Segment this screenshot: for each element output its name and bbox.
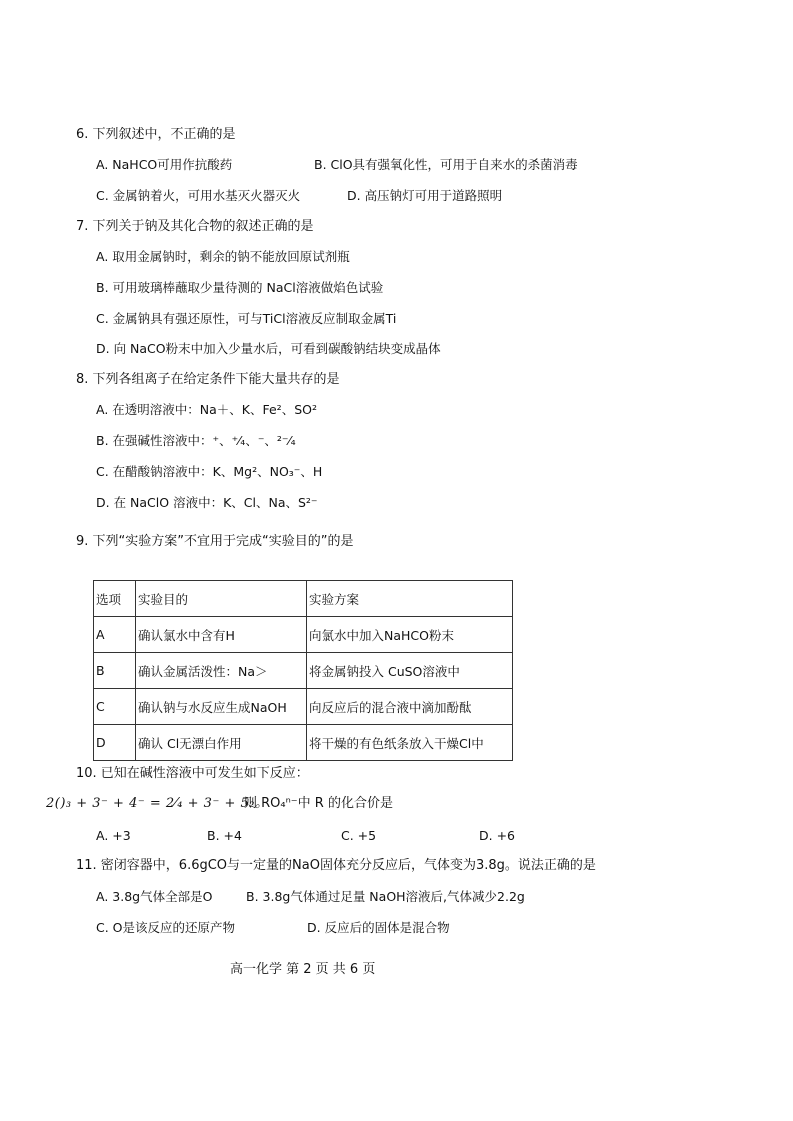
table-cell: D <box>94 725 136 761</box>
table-cell: A <box>94 617 136 653</box>
question-8-stem: 8. 下列各组离子在给定条件下能大量共存的是 <box>76 372 340 387</box>
question-8-option-c: C. 在醋酸钠溶液中：K、Mg²、NO₃⁻、H <box>96 464 323 479</box>
page-footer: 高一化学 第 2 页 共 6 页 <box>230 962 376 977</box>
question-10-prompt: 则 RO₄ⁿ⁻中 R 的化合价是 <box>244 796 393 811</box>
question-9-stem: 9. 下列“实验方案”不宜用于完成“实验目的”的是 <box>76 534 354 549</box>
question-8-option-a: A. 在透明溶液中：Na＋、K、Fe²、SO² <box>96 402 317 417</box>
table-row <box>94 617 513 653</box>
question-6-option-b: B. ClO具有强氧化性，可用于自来水的杀菌消毒 <box>314 157 578 172</box>
experiment-table <box>93 580 513 761</box>
question-11-option-c: C. O是该反应的还原产物 <box>96 920 236 935</box>
question-10-stem: 10. 已知在碱性溶液中可发生如下反应： <box>76 766 309 781</box>
question-8-option-d: D. 在 NaClO 溶液中：K、Cl、Na、S²⁻ <box>96 495 318 510</box>
table-row <box>94 689 513 725</box>
question-11-option-a: A. 3.8g气体全部是O <box>96 889 213 904</box>
question-6-option-d: D. 高压钠灯可用于道路照明 <box>347 188 503 203</box>
table-row <box>94 653 513 689</box>
question-6-stem: 6. 下列叙述中，不正确的是 <box>76 127 236 142</box>
question-6-option-c: C. 金属钠着火，可用水基灭火器灭火 <box>96 188 301 203</box>
table-header-row <box>94 581 513 617</box>
question-8-option-b: B. 在强碱性溶液中：⁺、⁺⁄₄、⁻、²⁻⁄₄ <box>96 433 296 448</box>
table-cell: 将金属钠投入 CuSO溶液中 <box>307 653 513 689</box>
question-10-option-c: C. +5 <box>341 828 377 843</box>
table-header-cell: 选项 <box>94 581 136 617</box>
table-cell: B <box>94 653 136 689</box>
question-10-option-b: B. +4 <box>207 828 242 843</box>
question-7-option-c: C. 金属钠具有强还原性，可与TiCl溶液反应制取金属Ti <box>96 311 397 326</box>
question-6-option-a: A. NaHCO可用作抗酸药 <box>96 157 233 172</box>
table-cell: 确认金属活泼性：Na＞ <box>136 653 307 689</box>
table-row <box>94 725 513 761</box>
question-10-option-d: D. +6 <box>479 828 515 843</box>
question-7-stem: 7. 下列关于钠及其化合物的叙述正确的是 <box>76 219 314 234</box>
table-cell: 确认钠与水反应生成NaOH <box>136 689 307 725</box>
question-10-option-a: A. +3 <box>96 828 131 843</box>
table-header-cell: 实验方案 <box>307 581 513 617</box>
table-cell: 确认 Cl无漂白作用 <box>136 725 307 761</box>
table-cell: 将干燥的有色纸条放入干燥Cl中 <box>307 725 513 761</box>
table-cell: 确认氯水中含有H <box>136 617 307 653</box>
table-header-cell: 实验目的 <box>136 581 307 617</box>
question-7-option-b: B. 可用玻璃棒蘸取少量待测的 NaCl溶液做焰色试验 <box>96 280 384 295</box>
table-cell: 向反应后的混合液中滴加酚酞 <box>307 689 513 725</box>
question-11-option-b: B. 3.8g气体通过足量 NaOH溶液后,气体减少2.2g <box>246 889 525 904</box>
table-cell: 向氯水中加入NaHCO粉末 <box>307 617 513 653</box>
question-7-option-d: D. 向 NaCO粉末中加入少量水后，可看到碳酸钠结块变成晶体 <box>96 341 441 356</box>
question-7-option-a: A. 取用金属钠时，剩余的钠不能放回原试剂瓶 <box>96 249 350 264</box>
table-cell: C <box>94 689 136 725</box>
reaction-equation: 2()₃ + 3⁻ + 4⁻ = 2⁄₄ + 3⁻ + 5₂。 <box>46 796 269 811</box>
question-11-stem: 11. 密闭容器中，6.6gCO与一定量的NaO固体充分反应后，气体变为3.8g。说法正确的是 <box>76 858 596 873</box>
question-11-option-d: D. 反应后的固体是混合物 <box>307 920 450 935</box>
